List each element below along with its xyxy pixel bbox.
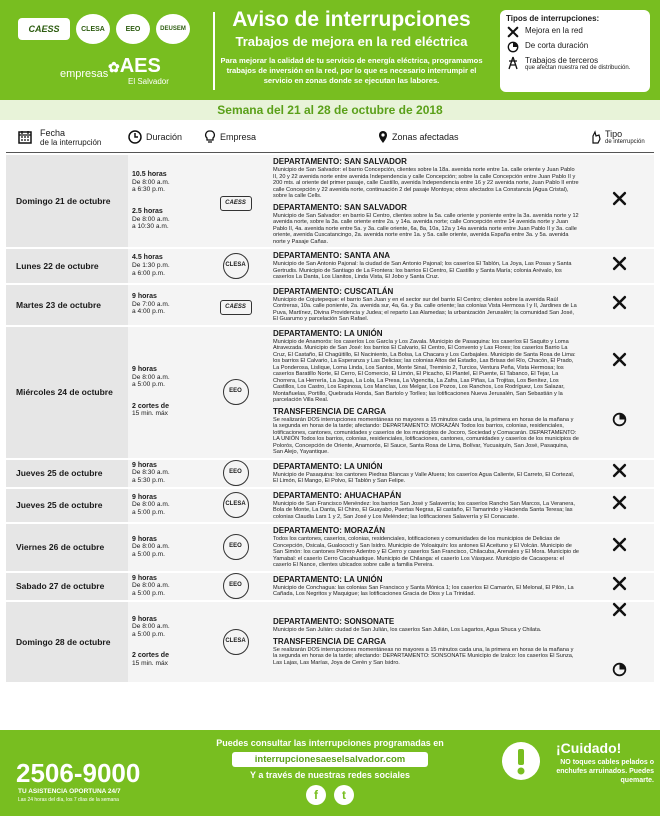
aes-logo: ✿AES: [108, 55, 161, 77]
row-day: Viernes 26 de octubre: [6, 523, 128, 572]
type-slot: [584, 352, 654, 372]
row-duration: [128, 155, 203, 248]
row-day: Jueves 25 de octubre: [6, 488, 128, 524]
zone-text: Municipio de Conchagua: las colonias San Francisco y Santa Mónica 1; los caseríos El Camarón, El Melonal, El Pilón, La Cañada, Los Negritos y Maquigue; las lotificaciones Gracia de Dios y La Trinidad.: [273, 584, 574, 597]
short-clock-icon: [612, 412, 627, 427]
table-row: [6, 326, 654, 459]
types-legend: [500, 10, 650, 92]
row-company: [203, 284, 268, 326]
page-title: Aviso de interrupciones: [232, 8, 471, 31]
tools-icon: [612, 495, 627, 510]
department-title: TRANSFERENCIA DE CARGA: [273, 406, 387, 416]
row-zones: [268, 523, 584, 572]
warning-icon: [502, 742, 540, 780]
row-day: Domingo 21 de octubre: [6, 155, 128, 248]
clock-icon: [128, 130, 142, 144]
footer: [0, 730, 660, 816]
table-row: [6, 572, 654, 601]
row-type: [584, 459, 654, 488]
duration-hours: 9 horas: [132, 535, 157, 543]
col-zonas: Zonas afectadas: [378, 122, 488, 152]
row-company: [203, 572, 268, 601]
row-zones: [268, 572, 584, 601]
table-row: [6, 155, 654, 248]
duration-hours: 4.5 horas: [132, 254, 163, 262]
row-type: [584, 284, 654, 326]
zone-slot: [273, 287, 579, 323]
row-duration: [128, 459, 203, 488]
zone-text: Municipio de Anamorós: los caseríos Los García y Los Zavala. Municipio de Pasaquina: los caseríos El Saquito y Loma Atravezada. Municipio de San José: los barrios El Calvario, El Centro, El Convento y Las Flores; los caseríos Barrio La Cruz, El Castaño, El Chagüitillo, El Naciniento, La Bolsa, La Chacara y Los Carbajales. Municipio de Santa Rosa de Lima: los barrios El Calvario, La Esperanza y Las Delicias; las colonias Altos del Estadio, Las Brisas del Río, Chacón, El Prado, La Ponderosa, Lislique, Loma Linda, Los Santos, Monte Sinaí, Treminio 2, Turcios, Ventura Peña, Vista Hermosa; los caseríos Baratillo Norte, El Cerro, El Comercio, El Limón, El Picacho, El Plantel, El Puente, El Tabanco, El Tejar, La Chorrera, La Herrería, La Jagua, La Lola, La Presa, La Vigencita, La Zafra, Las Piñas, La Trojitas, Los Benítez, Los Castillos, Los Castro, Los Espinosa, Los Mancías, Los Melgar, Los Pozos, Los Ranchos, Los Rodríguez, Los Salazar, Montañuelas, Portillo, Quebrada Honda, San Bartolo y Torlles; las lotificaciones Nueva Jerusalén, San Sebastián y la parcelación Villa Real.: [273, 338, 576, 403]
duration-hours: 10.5 horas: [132, 171, 167, 179]
duration-slot: [132, 208, 203, 231]
warning-text: NO toques cables pelados o enchufes arruinados. Puedes quemarte.: [556, 759, 654, 784]
power-tower-icon: [506, 56, 520, 70]
row-zones: [268, 459, 584, 488]
clesa-logo: CLESA: [76, 14, 110, 44]
row-day: Martes 23 de octubre: [6, 284, 128, 326]
deusem-logo: DEUSEM: [156, 14, 190, 44]
duration-hours: 9 horas: [132, 293, 157, 301]
row-duration: [128, 488, 203, 524]
row-duration: [128, 248, 203, 284]
tools-icon: [612, 576, 627, 591]
zone-text: Todos los cantones, caseríos, colonias, residenciales, lotificaciones y comunidades de los municipios de Delicias de Concepción, Osicala, Gualococti y San Isidro. Municipio de Yoloaiquín: los antones El Aceituno y El Volcán. Municipio de San Simón: los cantones Potrero Adentro y El Cerro y caseríos San Francisco, Chilacuba, Arenales y El Mora. Municipio de Yamabal: el caserío Cerro Cacahuatique. Municipio de Chilanga: el caserío Los Vásquez. Municipio de Cacaopera: el caserío El Nance, clientes ubicados sobre calle a familia Pereira.: [273, 536, 579, 568]
col-duracion: Duración: [128, 122, 200, 152]
zone-slot: [273, 251, 579, 281]
caess-logo: CAESS: [18, 18, 70, 40]
table-row: [6, 523, 654, 572]
duration-range: De 8:00 a.m. a 5:00 p.m.: [132, 501, 170, 517]
duration-slot: [132, 536, 203, 559]
duration-range: De 8:00 a.m. a 5:00 p.m.: [132, 582, 170, 597]
department-title: TRANSFERENCIA DE CARGA: [273, 636, 387, 646]
zone-text: Municipio de Pasaquina: los cantones Piedras Blancas y Valle Afuera; los caseríos Agua Caliente, El Carreto, El Cortezal, El Limón, El Mango, El Polvo, El Tablón y San Felipe.: [273, 471, 575, 484]
row-zones: [268, 284, 584, 326]
department-title: DEPARTAMENTO: SAN SALVADOR: [273, 157, 407, 166]
row-type: [584, 572, 654, 601]
consult-text: Puedes consultar las interrupciones programadas en: [216, 738, 444, 748]
duration-slot: [132, 366, 203, 389]
type-slot: [584, 662, 654, 682]
duration-range: De 8:00 a.m. a 5:00 p.m.: [132, 373, 170, 389]
duration-slot: [132, 403, 203, 418]
row-type: [584, 248, 654, 284]
row-type: [584, 523, 654, 572]
duration-slot: [132, 616, 203, 639]
duration-range: De 8:00 a.m. a 6:30 p.m.: [132, 178, 170, 194]
tools-icon: [612, 191, 627, 206]
phone-number[interactable]: 2506-9000: [16, 758, 141, 788]
department-title: DEPARTAMENTO: CUSCATLÁN: [273, 286, 394, 296]
department-title: DEPARTAMENTO: MORAZÁN: [273, 526, 385, 535]
social-text: Y a través de nuestras redes sociales: [250, 770, 410, 780]
duration-slot: [132, 254, 203, 277]
department-title: DEPARTAMENTO: SAN SALVADOR: [273, 202, 407, 212]
department-title: DEPARTAMENTO: LA UNIÓN: [273, 461, 383, 471]
zone-slot: [273, 575, 579, 598]
duration-slot: [132, 462, 203, 485]
row-zones: [268, 155, 584, 248]
zone-text: Municipio de San Julián: ciudad de San Julián, los caseríos San Julián, Los Lagartos, Agua Shuca y Chilata.: [273, 627, 542, 633]
phone-tagline: TU ASISTENCIA OPORTUNA 24/7: [18, 788, 121, 795]
short-clock-icon: [612, 662, 627, 677]
duration-hours: 9 horas: [132, 461, 157, 469]
short-clock-icon: [506, 41, 520, 53]
duration-range: De 8:00 a.m. a 5:00 p.m.: [132, 543, 170, 559]
zone-slot: [273, 407, 579, 456]
duration-hours: 9 horas: [132, 493, 157, 501]
row-duration: [128, 572, 203, 601]
legend-terceros: Trabajos de terceros que afectan nuestra red de distribución.: [506, 56, 644, 71]
duration-slot: [132, 171, 203, 194]
legend-mejora: Mejora en la red: [506, 26, 644, 38]
row-type: [584, 155, 654, 248]
duration-range: De 8:00 a.m. a 10:30 a.m.: [132, 215, 170, 231]
duration-slot: [132, 575, 203, 598]
col-empresa: Empresa: [204, 122, 268, 152]
row-company: [203, 488, 268, 524]
duration-hours: 9 horas: [132, 366, 157, 374]
zone-slot: [273, 329, 579, 404]
duration-range: De 8:30 a.m. a 5:30 p.m.: [132, 469, 170, 484]
row-day: Jueves 25 de octubre: [6, 459, 128, 488]
tools-icon: [612, 295, 627, 310]
type-slot: [584, 602, 654, 622]
row-type: [584, 326, 654, 459]
zone-slot: [273, 617, 579, 634]
header: [0, 0, 660, 100]
clesa-logo: CLESA: [223, 253, 249, 279]
zone-text: Municipio de Cojutepeque: el barrio San Juan y en el sector sur del barrio El Centro; clientes sobre la avenida Raúl Contreras, 10a. calle poniente, 2a. avenida sur, 4a, 6a. y 8a. calle oriente; las colonias Vista Hermosa I y II, Jardines de La Puva, Martínez, Divina Providencia y Judea; el reparto Las Alamedas; la urbanización Jerusalén; la comunidad San José, El Guarumo y parcelación San Rafael.: [273, 296, 577, 322]
tools-icon: [612, 537, 627, 552]
zone-text: Municipio de San Salvador: en barrio El Centro, clientes sobre la 5a. calle oriente y poniente entre la 3a. avenida norte y 12 avenida norte, sobre la 3a. calle oriente entre 2a. y 14a. avenida norte; calle Concepción entre 14 avenida norte y Juan Pablo II, 4a. avenida norte entre 5a. y 3a. calle oriente, 6a, 8a, 10a, 12a y 14a avenida norte entre Juan Pablo II y 3a. calle oriente, avenida Cuscatancingo, 2a. avenida norte entre 1a. y 5a. calle oriente, avenida España entre 3a. y 5a. avenida norte y Pasaje Cañas.: [273, 212, 579, 245]
legend-corta: De corta duración: [506, 41, 644, 53]
header-rule: [6, 152, 654, 153]
type-slot: [584, 412, 654, 432]
row-zones: [268, 248, 584, 284]
zone-slot: [273, 526, 579, 569]
zone-slot: [273, 637, 579, 667]
eeo-logo: EEO: [223, 460, 249, 486]
duration-range: De 1:30 p.m. a 6:00 p.m.: [132, 261, 170, 277]
duration-hours: 9 horas: [132, 615, 157, 623]
eeo-logo: EEO: [223, 534, 249, 560]
row-day: Miércoles 24 de octubre: [6, 326, 128, 459]
twitter-icon[interactable]: t: [334, 785, 354, 805]
duration-hours: 9 horas: [132, 574, 157, 582]
table-row: [6, 248, 654, 284]
duration-slot: [132, 652, 203, 667]
row-company: [203, 459, 268, 488]
col-tipo: Tipo de interrupción: [590, 122, 654, 152]
zone-slot: [273, 462, 579, 485]
table-row: [6, 601, 654, 683]
row-day: Lunes 22 de octubre: [6, 248, 128, 284]
table-row: [6, 488, 654, 524]
department-title: DEPARTAMENTO: AHUACHAPÁN: [273, 490, 402, 500]
duration-slot: [132, 293, 203, 316]
location-pin-icon: [378, 130, 388, 144]
zone-slot: [273, 203, 579, 246]
row-company: [203, 248, 268, 284]
department-title: DEPARTAMENTO: SONSONATE: [273, 617, 395, 626]
duration-range: De 8:00 a.m. a 5:00 p.m.: [132, 623, 170, 638]
hand-icon: [590, 130, 602, 144]
zone-slot: [273, 491, 579, 521]
duration-range: 15 min. máx: [132, 659, 168, 667]
department-title: DEPARTAMENTO: LA UNIÓN: [273, 328, 383, 338]
zone-slot: [273, 157, 579, 200]
eeo-logo: EEO: [223, 573, 249, 599]
eeo-logo: EEO: [116, 14, 150, 44]
row-zones: [268, 488, 584, 524]
table-row: [6, 284, 654, 326]
zone-text: Se realizarán DOS interrupciones momentáneas no mayores a 15 minutos cada una, la primera en horas de la mañana y la segunda en horas de la tarde; afectando: DEPARTAMENTO: MORAZÁN Todos los barrios, colonias, residenciales, lotificaciones, cantones, comunidades y caseríos de los municipios de Jocoro, Sociedad y Comacarán. DEPARTAMENTO: LA UNIÓN Todos los barrios, colonias, residenciales, lotificaciones, cantones, comunidades y caseríos de los municipios de Polorós, Concepción de Oriente, Anamorós, El Sauce, Santa Rosa de Lima, Bolívar, Yucuaiquín, San José, Pasaquina, San Alejo, Yayantique.: [273, 416, 579, 455]
row-company: [203, 155, 268, 248]
clesa-logo: CLESA: [223, 629, 249, 655]
row-day: Sabado 27 de octubre: [6, 572, 128, 601]
row-zones: [268, 601, 584, 683]
row-company: [203, 326, 268, 459]
department-title: DEPARTAMENTO: LA UNIÓN: [273, 574, 383, 584]
row-zones: [268, 326, 584, 459]
row-company: [203, 523, 268, 572]
tools-icon: [506, 26, 520, 38]
duration-hours: 2.5 horas: [132, 208, 163, 215]
zone-text: Municipio de San Antonio Pajonal: la ciudad de San Antonio Pajonal; los caseríos El Tablón, La Joya, Las Posas y Santa Gertrudis. Municipio de Santiago de La Frontera: los barrios El Centro, El Castillo y Santa María; colonia Arévalo, los caseríos La Danta, Los Llanitos, Linda Vista, El Jobo y Santa Cruz.: [273, 261, 572, 280]
calendar-icon: [18, 130, 32, 144]
duration-range: De 7:00 a.m. a 4:00 p.m.: [132, 300, 170, 316]
row-company: [203, 601, 268, 683]
bulb-icon: [204, 130, 216, 144]
tools-icon: [612, 463, 627, 478]
row-duration: [128, 523, 203, 572]
page-subtitle: Trabajos de mejora en la red eléctrica: [235, 34, 468, 49]
duration-hours: 2 cortes de: [132, 402, 169, 410]
empresas-label: empresas: [60, 68, 109, 80]
row-day: Domingo 28 de octubre: [6, 601, 128, 683]
row-duration: [128, 601, 203, 683]
duration-range: 15 min. máx: [132, 410, 168, 418]
page-description: Para mejorar la calidad de tu servicio de energía eléctrica, programamos trabajos de inversión en la red, por lo que es necesario interrumpir el servicio en zonas donde se ejecutan las labores.: [220, 56, 483, 85]
row-duration: [128, 326, 203, 459]
zone-text: Se realizarán DOS interrupciones momentáneas no mayores a 15 minutos cada una, la primera en horas de la mañana y la segunda en horas de la tarde; afectando: DEPARTAMENTO: SONSONATE Municipio de Izalco: los caseríos El Sunza, Las Lajas, Las Marías, Joya de Cerén y San Isidro.: [273, 646, 574, 666]
zone-text: Municipio de San Salvador: el barrio Concepción, clientes sobre la 18a. avenida norte entre 1a. calle oriente y Juan Pablo II, 20 y 22 avenida norte entre avenida Independencia y calle Concepción; sobre la calle Concepción entre Juan Pablo II y 200 mts. al oriente del primer pasaje, calle Castillo, avenida Independencia entre 16 y 22 avenida norte, Juan Pablo II entre calle Concepción y 22 avenida norte, continuación 2 del pasaje Montoya; otros afectados La Constancia (Agua Cristal), sobre la calle Cells.: [273, 167, 579, 199]
website-link[interactable]: interrupcionesaeselsalvador.com: [232, 752, 428, 767]
types-title: Tipos de interrupciones:: [506, 14, 600, 23]
row-type: [584, 488, 654, 524]
tools-icon: [612, 256, 627, 271]
caess-logo: CAESS: [220, 300, 252, 315]
clesa-logo: CLESA: [223, 492, 249, 518]
eeo-logo: EEO: [223, 379, 249, 405]
interruptions-table: [6, 155, 654, 684]
aes-subtitle: El Salvador: [128, 77, 169, 86]
row-duration: [128, 284, 203, 326]
col-fecha: Fecha de la interrupción: [18, 122, 128, 152]
row-type: [584, 601, 654, 683]
caess-logo: CAESS: [220, 196, 252, 211]
tools-icon: [612, 352, 627, 367]
week-banner: Semana del 21 al 28 de octubre de 2018: [0, 100, 660, 120]
duration-slot: [132, 494, 203, 517]
facebook-icon[interactable]: f: [306, 785, 326, 805]
tools-icon: [612, 602, 627, 617]
department-title: DEPARTAMENTO: SANTA ANA: [273, 251, 391, 260]
table-row: [6, 459, 654, 488]
zone-text: Municipio de San Francisco Menéndez: los barrios San José y Salaverría; los caseríos Rancho San Marcos, La Veranera, Bola de Monte, La Danta, El Chino, El Guayabo, Puertas Negras, El castaño, El Tamarindo y Hacienda Santa Teresa; las colonias Claudia Lars 1 y 2, San José y Los Meléndez; las lotificaciones Salaverría y El Conacaste.: [273, 500, 575, 520]
phone-hours: Las 24 horas del día, los 7 días de la semana: [18, 797, 119, 803]
duration-hours: 2 cortes de: [132, 652, 169, 660]
warning-title: ¡Cuidado!: [556, 740, 622, 756]
